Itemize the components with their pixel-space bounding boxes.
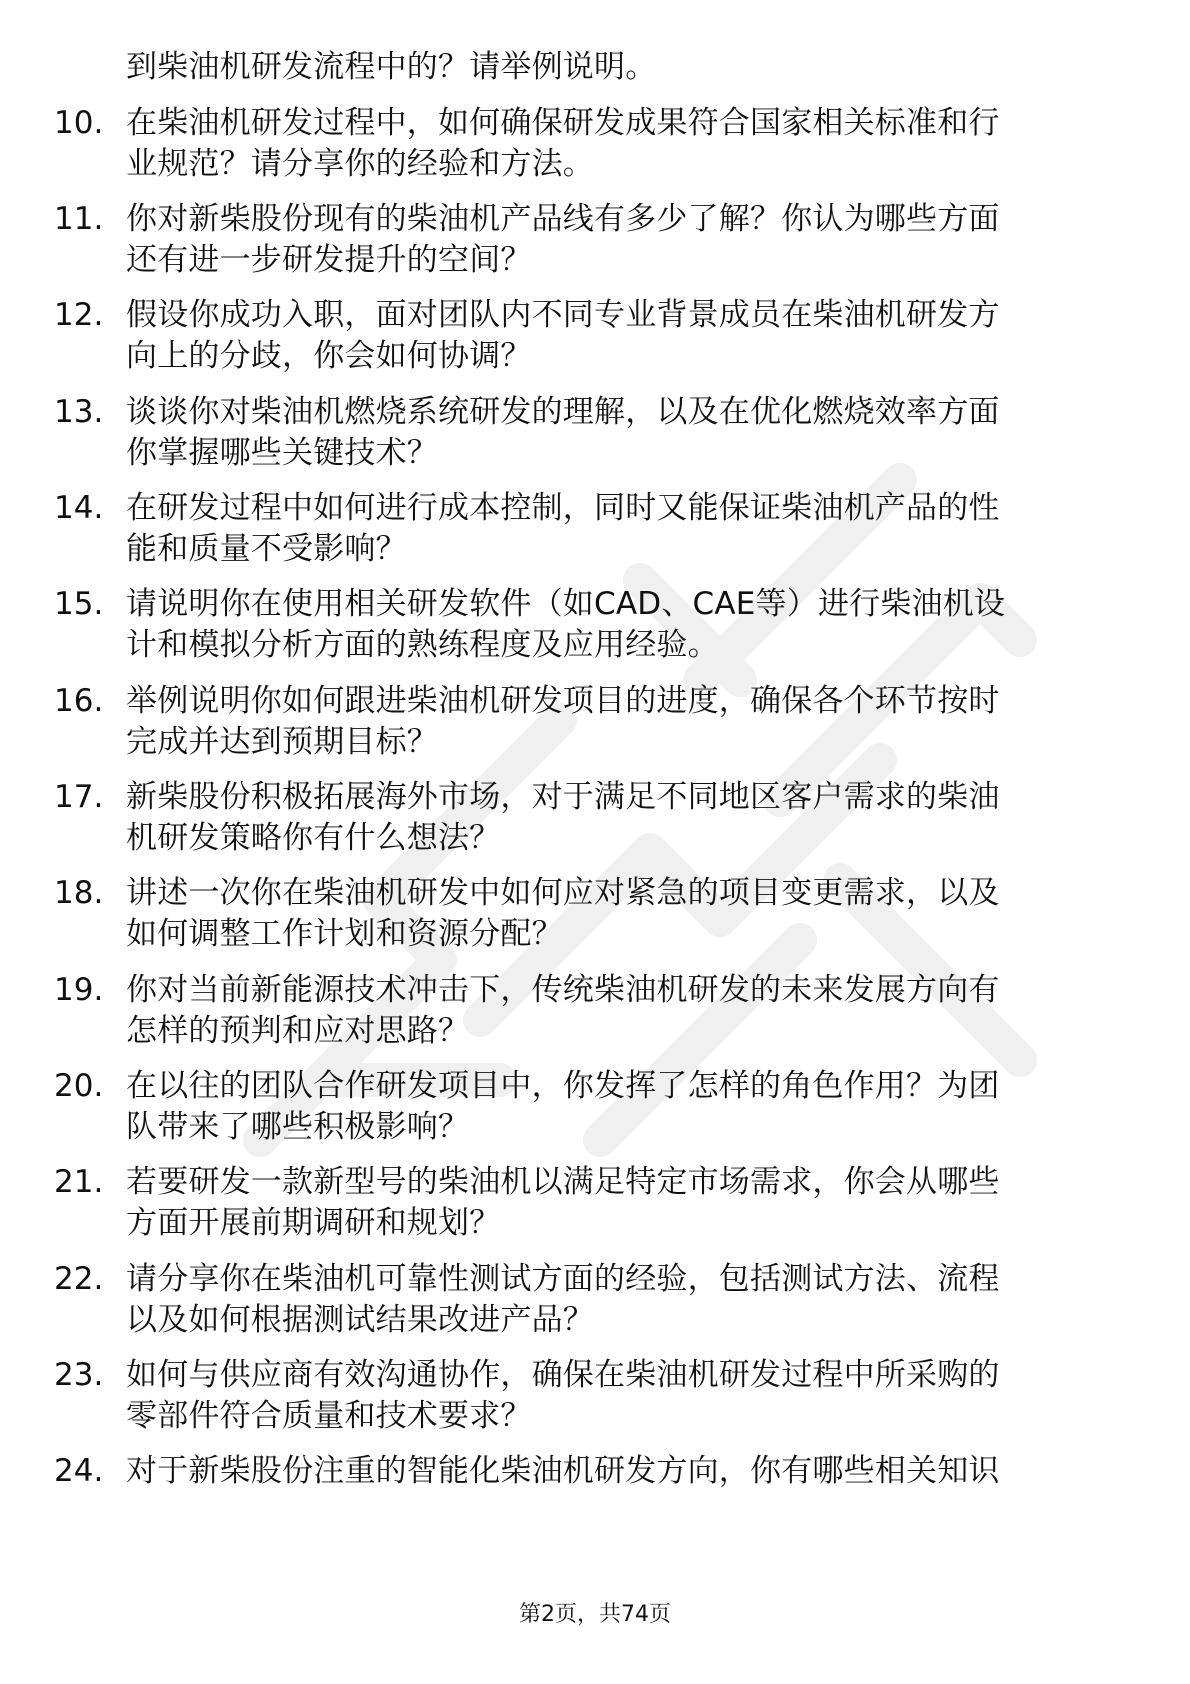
item-number: 16. — [54, 683, 104, 719]
list-item — [0, 1259, 1190, 1349]
item-number: 17. — [54, 779, 104, 815]
item-text-line: 如何与供应商有效沟通协作，确保在柴油机研发过程中所采购的 — [126, 1357, 1000, 1393]
item-text-line: 还有进一步研发提升的空间？ — [126, 242, 532, 278]
item-text-line: 在柴油机研发过程中，如何确保研发成果符合国家相关标准和行 — [126, 105, 1000, 141]
item-text-line: 请说明你在使用相关研发软件（如CAD、CAE等）进行柴油机设 — [126, 586, 1006, 622]
list-item — [0, 488, 1190, 578]
list-item — [0, 1162, 1190, 1252]
item-text-line: 在以往的团队合作研发项目中，你发挥了怎样的角色作用？为团 — [126, 1068, 1000, 1104]
item-text-line: 你对新柴股份现有的柴油机产品线有多少了解？你认为哪些方面 — [126, 201, 1000, 237]
item-text-line: 谈谈你对柴油机燃烧系统研发的理解，以及在优化燃烧效率方面 — [126, 394, 1000, 430]
item-text-line: 在研发过程中如何进行成本控制，同时又能保证柴油机产品的性 — [126, 490, 1000, 526]
item-text-line: 新柴股份积极拓展海外市场，对于满足不同地区客户需求的柴油 — [126, 779, 1000, 815]
item-number: 12. — [54, 297, 104, 333]
item-number: 21. — [54, 1164, 104, 1200]
item-text-line: 机研发策略你有什么想法？ — [126, 820, 501, 856]
list-item — [0, 1066, 1190, 1156]
list-item — [0, 199, 1190, 289]
continuation-line: 到柴油机研发流程中的？请举例说明。 — [126, 49, 657, 85]
item-text-line: 如何调整工作计划和资源分配？ — [126, 916, 563, 952]
item-number: 19. — [54, 972, 104, 1008]
item-text-line: 怎样的预判和应对思路？ — [126, 1013, 470, 1049]
item-text-line: 举例说明你如何跟进柴油机研发项目的进度，确保各个环节按时 — [126, 683, 1000, 719]
item-text-line: 向上的分歧，你会如何协调？ — [126, 338, 532, 374]
item-text-line: 业规范？请分享你的经验和方法。 — [126, 146, 594, 182]
item-text-line: 你对当前新能源技术冲击下，传统柴油机研发的未来发展方向有 — [126, 972, 1000, 1008]
list-item — [0, 970, 1190, 1060]
item-number: 14. — [54, 490, 104, 526]
list-item — [0, 873, 1190, 963]
item-text-line: 完成并达到预期目标？ — [126, 724, 438, 760]
list-item — [0, 103, 1190, 193]
list-item — [0, 1355, 1190, 1445]
item-number: 23. — [54, 1357, 104, 1393]
item-text-line: 假设你成功入职，面对团队内不同专业背景成员在柴油机研发方 — [126, 297, 1000, 333]
item-text-line: 讲述一次你在柴油机研发中如何应对紧急的项目变更需求，以及 — [126, 875, 1000, 911]
list-item — [0, 681, 1190, 771]
item-text-line: 你掌握哪些关键技术？ — [126, 435, 438, 471]
item-text-line: 对于新柴股份注重的智能化柴油机研发方向，你有哪些相关知识 — [126, 1453, 1000, 1489]
list-item — [0, 1451, 1190, 1541]
item-text-line: 方面开展前期调研和规划？ — [126, 1205, 501, 1241]
item-number: 22. — [54, 1261, 104, 1297]
list-item — [0, 584, 1190, 674]
item-text-line: 请分享你在柴油机可靠性测试方面的经验，包括测试方法、流程 — [126, 1261, 1000, 1297]
item-number: 18. — [54, 875, 104, 911]
list-item — [0, 777, 1190, 867]
item-number: 24. — [54, 1453, 104, 1489]
list-item — [0, 295, 1190, 385]
item-text-line: 能和质量不受影响？ — [126, 531, 407, 567]
item-text-line: 零部件符合质量和技术要求？ — [126, 1398, 532, 1434]
item-text-line: 计和模拟分析方面的熟练程度及应用经验。 — [126, 627, 719, 663]
item-text-line: 若要研发一款新型号的柴油机以满足特定市场需求，你会从哪些 — [126, 1164, 1000, 1200]
page-footer: 第2页，共74页 — [519, 1602, 671, 1627]
item-text-line: 队带来了哪些积极影响？ — [126, 1109, 470, 1145]
item-number: 10. — [54, 105, 104, 141]
item-number: 15. — [54, 586, 104, 622]
list-item — [0, 392, 1190, 482]
item-number: 11. — [54, 201, 104, 237]
item-number: 20. — [54, 1068, 104, 1104]
item-text-line: 以及如何根据测试结果改进产品？ — [126, 1302, 594, 1338]
item-number: 13. — [54, 394, 104, 430]
